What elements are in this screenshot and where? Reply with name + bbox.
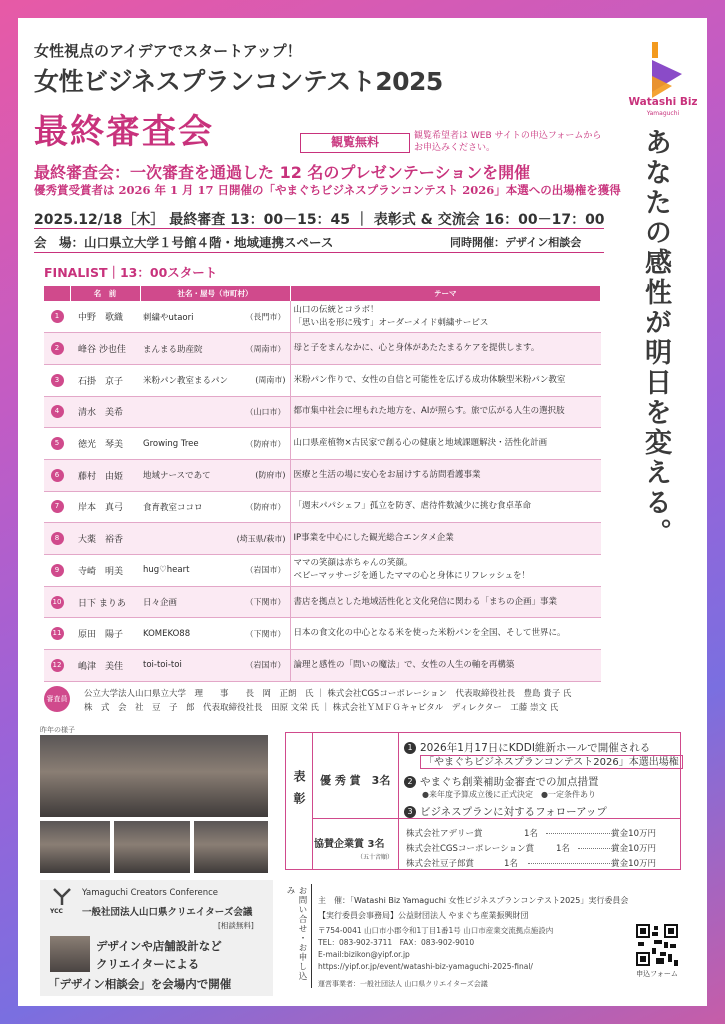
row-number-badge: 11 bbox=[51, 627, 64, 640]
col-header-number bbox=[44, 286, 70, 301]
org-city: （下関市） bbox=[245, 597, 286, 607]
website-link[interactable]: https://yipf.or.jp/event/watashi-biz-yamaguchi-2025-final/ bbox=[318, 962, 533, 971]
finalist-theme: 米粉パン作りで、女性の自信と可能性を広げる成功体験型米粉パン教室 bbox=[290, 364, 601, 396]
row-number bbox=[44, 555, 70, 587]
table-row bbox=[44, 555, 601, 587]
finalist-theme: 書店を拠点とした地域活性化と文化発信に関わる「まちの企画」事業 bbox=[290, 586, 601, 618]
sponsor-row bbox=[406, 857, 666, 869]
row-number-badge: 9 bbox=[51, 564, 64, 577]
finalist-name: 清水 美希 bbox=[70, 396, 140, 428]
finalist-org bbox=[140, 523, 290, 555]
final-title: 最終審査会 bbox=[34, 112, 214, 152]
org-name: 日々企画 bbox=[143, 598, 178, 609]
col-header-theme: テーマ bbox=[290, 286, 601, 301]
col-header-name: 名 前 bbox=[70, 286, 140, 301]
finalist-theme: 日本の食文化の中心となる米を使った米粉パンを全国、そして世界に。 bbox=[290, 618, 601, 650]
ycc-message: デザインや店舗設計など bbox=[96, 939, 222, 953]
row-number-badge: 7 bbox=[51, 500, 64, 513]
ycc-message: クリエイターによる bbox=[96, 957, 200, 971]
finalist-name: 峰谷 沙也佳 bbox=[70, 333, 140, 365]
finalist-theme: 母と子をまんなかに、心と身体があたたまるケアを提供します。 bbox=[290, 333, 601, 365]
table-row bbox=[44, 428, 601, 460]
finalist-theme: 「週末パパシェフ」孤立を防ぎ、虐待件数減少に挑む食卓革命 bbox=[290, 491, 601, 523]
row-number-badge: 2 bbox=[51, 342, 64, 355]
event-photo bbox=[194, 821, 268, 873]
finalist-theme: 医療と生活の場に安心をお届けする訪問看護事業 bbox=[290, 459, 601, 491]
row-number-badge: 8 bbox=[51, 532, 64, 545]
table-row bbox=[44, 459, 601, 491]
divider bbox=[312, 733, 313, 869]
row-number bbox=[44, 333, 70, 365]
org-city: （防府市） bbox=[245, 502, 286, 512]
finalist-name: 岸本 真弓 bbox=[70, 491, 140, 523]
finalist-name: 寺崎 明美 bbox=[70, 555, 140, 587]
finalist-name: 藤村 由姫 bbox=[70, 459, 140, 491]
org-city: (防府市) bbox=[255, 470, 286, 480]
finalist-theme: IP事業を中心にした観光総合エンタメ企業 bbox=[290, 523, 601, 555]
org-name: hug♡heart bbox=[143, 565, 190, 576]
finalist-label: FINALIST｜13：00スタート bbox=[44, 265, 218, 280]
table-row bbox=[44, 396, 601, 428]
row-number-badge: 4 bbox=[51, 405, 64, 418]
excellence-award-title: 優 秀 賞 3名 bbox=[320, 774, 391, 787]
sponsor-count: 1名 bbox=[504, 859, 518, 869]
finalist-name: 原田 陽子 bbox=[70, 618, 140, 650]
tagline: 女性視点のアイデアでスタートアップ！ bbox=[34, 42, 302, 60]
finalist-theme: 山口県産植物×古民家で創る心の健康と地域課題解決・活性化計画 bbox=[290, 428, 601, 460]
row-number-badge: 1 bbox=[51, 310, 64, 323]
judges-line: 株 式 会 社 豆 子 郎 代表取締役社長 田原 文栄 氏 ｜ 株式会社ＹＭＦＧキャピタル ディレクター 工藤 崇文 氏 bbox=[84, 703, 559, 713]
divider bbox=[398, 733, 399, 869]
finalist-org bbox=[140, 555, 290, 587]
phone-fax: TEL：083-902-3711 FAX：083-902-9010 bbox=[318, 938, 475, 947]
finalist-org bbox=[140, 586, 290, 618]
ycc-free-note: [相談無料] bbox=[218, 921, 254, 930]
row-number bbox=[44, 523, 70, 555]
table-row bbox=[44, 491, 601, 523]
finalist-name: 中野 歌織 bbox=[70, 301, 140, 333]
finalist-org bbox=[140, 301, 290, 333]
row-number bbox=[44, 459, 70, 491]
row-number bbox=[44, 301, 70, 333]
org-city: （岩国市） bbox=[245, 565, 286, 575]
qr-label: 申込フォーム bbox=[636, 970, 678, 978]
sponsor-row bbox=[406, 842, 666, 854]
organizer: 主 催：「Watashi Biz Yamaguchi 女性ビジネスプランコンテスト2025」実行委員会 bbox=[318, 896, 629, 905]
org-city: (周南市) bbox=[255, 375, 286, 385]
finalist-theme: ママの笑顔は赤ちゃんの笑顔。 ベビーマッサージを通したママの心と身体にリフレッシュを！ bbox=[290, 555, 601, 587]
logo-subtext: Yamaguchi bbox=[646, 110, 680, 117]
org-city: （岩国市） bbox=[245, 660, 286, 670]
table-row bbox=[44, 650, 601, 682]
ycc-logo-icon bbox=[52, 887, 72, 907]
event-photo bbox=[40, 735, 268, 817]
perk-text: やまぐち創業補助金審査での加点措置 bbox=[420, 776, 599, 788]
ycc-name-en: Yamaguchi Creators Conference bbox=[82, 888, 219, 898]
row-number-badge: 10 bbox=[51, 596, 64, 609]
sponsor-row bbox=[406, 827, 666, 839]
org-city: （長門市） bbox=[245, 312, 286, 322]
qr-code-icon[interactable] bbox=[636, 924, 678, 966]
ycc-photo bbox=[50, 936, 90, 972]
concurrent-event: 同時開催：デザイン相談会 bbox=[450, 236, 582, 249]
award-perk bbox=[404, 804, 607, 819]
award-perk bbox=[404, 774, 599, 789]
row-number-badge: 5 bbox=[51, 437, 64, 450]
finalist-theme: 論理と感性の「問いの魔法」で、女性の人生の軸を再構築 bbox=[290, 650, 601, 682]
finalist-theme: 山口の伝統とコラボ！ 「思い出を形に残す」オーダーメイド刺繍サービス bbox=[290, 301, 601, 333]
perk-subtext: 「やまぐちビジネスプランコンテスト2026」本選出場権 bbox=[420, 755, 683, 769]
contest-title: 女性ビジネスプランコンテスト2025 bbox=[34, 67, 443, 96]
table-row bbox=[44, 618, 601, 650]
row-number bbox=[44, 396, 70, 428]
finalist-theme: 都市集中社会に埋もれた地方を、AIが照らす。旅で広がる人生の選択肢 bbox=[290, 396, 601, 428]
org-name: 食育教室ココロ bbox=[143, 502, 203, 513]
org-city: （周南市） bbox=[245, 344, 286, 354]
finalist-name: 嶋津 美佳 bbox=[70, 650, 140, 682]
sponsor-award-title: 協賛企業賞 3名 bbox=[314, 839, 385, 850]
logo-text: Watashi Biz bbox=[628, 96, 698, 108]
event-dateline: 2025.12/18［木］ 最終審査 13：00－15：45 ｜ 表彰式 & 交流会 16：00－17：00 bbox=[34, 212, 605, 228]
judges-badge: 審査員 bbox=[44, 686, 70, 712]
subheadline: 優秀賞受賞者は 2026 年 1 月 17 日開催の「やまぐちビジネスプランコンテスト 2026」本選への出場権を獲得 bbox=[34, 183, 621, 197]
row-number bbox=[44, 491, 70, 523]
table-row bbox=[44, 364, 601, 396]
free-admission-badge: 観覧無料 bbox=[300, 133, 410, 153]
sponsor-award-order-note: （五十音順） bbox=[357, 854, 394, 861]
ycc-logo-text: YCC bbox=[50, 908, 63, 915]
sponsor-prize: 賞金10万円 bbox=[611, 844, 656, 854]
finalist-org bbox=[140, 364, 290, 396]
org-city: （山口市） bbox=[245, 407, 286, 417]
venue-line: 会 場：山口県立大学１号館４階・地域連携スペース bbox=[34, 235, 334, 250]
perk-number-badge: 1 bbox=[404, 742, 416, 754]
perk-text: ビジネスプランに対するフォローアップ bbox=[420, 806, 607, 818]
org-name: toi-toi-toi bbox=[143, 660, 182, 671]
catchcopy: あなたの感性が明日を変える。 bbox=[640, 128, 671, 548]
row-number-badge: 12 bbox=[51, 659, 64, 672]
finalist-org bbox=[140, 428, 290, 460]
org-name: まんまる助産院 bbox=[143, 344, 203, 355]
row-number-badge: 6 bbox=[51, 469, 64, 482]
perk-number-badge: 3 bbox=[404, 806, 416, 818]
divider bbox=[34, 252, 604, 253]
finalist-org bbox=[140, 459, 290, 491]
sponsor-name: 株式会社豆子郎賞 bbox=[406, 859, 475, 869]
org-name: Growing Tree bbox=[143, 438, 199, 449]
perk-text: 2026年1月17日にKDDI維新ホールで開催される bbox=[420, 742, 651, 754]
leader-dots bbox=[528, 863, 618, 864]
row-number bbox=[44, 586, 70, 618]
sponsor-count: 1名 bbox=[556, 844, 570, 854]
ycc-message: 「デザイン相談会」を会場内で開催 bbox=[48, 977, 232, 991]
event-photo bbox=[114, 821, 190, 873]
sponsor-prize: 賞金10万円 bbox=[611, 859, 656, 869]
row-number bbox=[44, 650, 70, 682]
finalist-name: 徳光 琴美 bbox=[70, 428, 140, 460]
last-year-photos bbox=[40, 735, 270, 873]
row-number bbox=[44, 364, 70, 396]
judges-line: 公立大学法人山口県立大学 理 事 長 岡 正朗 氏 ｜ 株式会社CGSコーポレーション 代表取締役社長 豊島 貴子 氏 bbox=[84, 689, 572, 699]
finalist-org bbox=[140, 396, 290, 428]
free-admission-note: 観覧希望者は WEB サイトの申込フォームからお申込みください。 bbox=[414, 131, 602, 153]
contact-label: お問い合せ・お申し込み bbox=[285, 886, 307, 981]
perk-subtext: ●来年度予算成立後に正式決定 ●一定条件あり bbox=[422, 790, 596, 799]
row-number-badge: 3 bbox=[51, 374, 64, 387]
email-link[interactable]: E-mail:bizikon@yipf.or.jp bbox=[318, 950, 410, 959]
org-name: 刺繍やutaori bbox=[143, 312, 194, 323]
sponsor-name: 株式会社アデリー賞 bbox=[406, 829, 483, 839]
finalist-table bbox=[44, 286, 601, 682]
address: 〒754-0041 山口市小郡令和1丁目1番1号 山口市産業交流拠点施設内 bbox=[318, 926, 554, 935]
sponsor-name: 株式会社CGSコーポレーション賞 bbox=[406, 844, 535, 854]
table-row bbox=[44, 301, 601, 333]
finalist-name: 石掛 京子 bbox=[70, 364, 140, 396]
sponsor-count: 1名 bbox=[524, 829, 538, 839]
finalist-name: 日下 まりあ bbox=[70, 586, 140, 618]
headline: 最終審査会：一次審査を通過した 12 名のプレゼンテーションを開催 bbox=[34, 163, 531, 182]
org-name: 米粉パン教室まるパン bbox=[143, 376, 229, 387]
org-city: （下関市） bbox=[245, 629, 286, 639]
finalist-org bbox=[140, 333, 290, 365]
org-name: KOMEKO88 bbox=[143, 628, 191, 639]
table-row bbox=[44, 523, 601, 555]
award-perk bbox=[404, 740, 650, 755]
table-row bbox=[44, 586, 601, 618]
ycc-name-jp: 一般社団法人山口県クリエイターズ会議 bbox=[82, 907, 253, 918]
sponsor-prize: 賞金10万円 bbox=[611, 829, 656, 839]
operator: 運営事業者：一般社団法人 山口県クリエイターズ会議 bbox=[318, 980, 488, 988]
finalist-org bbox=[140, 491, 290, 523]
event-photo bbox=[40, 821, 110, 873]
org-city: （防府市） bbox=[245, 439, 286, 449]
org-city: (埼玉県/萩市) bbox=[236, 534, 286, 544]
leader-dots bbox=[546, 833, 616, 834]
awards-label: 表彰 bbox=[292, 770, 306, 814]
col-header-org: 社名・屋号（市町村） bbox=[140, 286, 290, 301]
perk-number-badge: 2 bbox=[404, 776, 416, 788]
finalist-org bbox=[140, 618, 290, 650]
row-number bbox=[44, 428, 70, 460]
divider bbox=[311, 884, 312, 988]
org-name: 地域ナースであて bbox=[143, 471, 211, 482]
row-number bbox=[44, 618, 70, 650]
photo-caption: 昨年の様子 bbox=[40, 726, 75, 734]
finalist-org bbox=[140, 650, 290, 682]
office: 【実行委員会事務局】公益財団法人 やまぐち産業振興財団 bbox=[318, 911, 529, 920]
finalist-name: 大薬 裕香 bbox=[70, 523, 140, 555]
table-row bbox=[44, 333, 601, 365]
